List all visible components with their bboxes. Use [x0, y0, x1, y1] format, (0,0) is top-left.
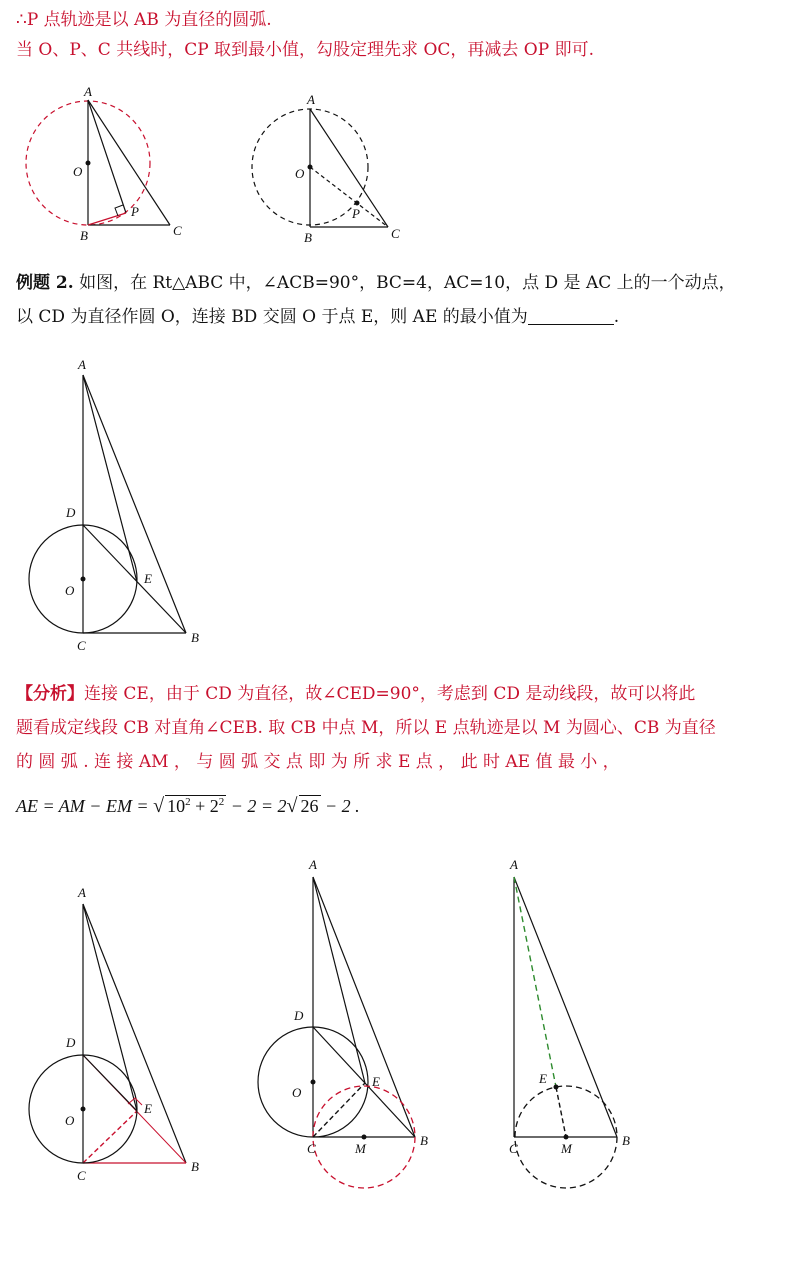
- fig4-label-b: B: [191, 1159, 199, 1174]
- fig4-label-o: O: [65, 1113, 75, 1128]
- figure-4-diagram: [0, 880, 230, 1190]
- fig2-label-a: A: [307, 92, 315, 107]
- analysis-line-1: ∴P 点轨迹是以 AB 为直径的圆弧.: [16, 10, 272, 30]
- figure-2-diagram: [230, 80, 430, 250]
- fig6-label-e: E: [539, 1071, 547, 1086]
- fig5-label-d: D: [294, 1008, 304, 1023]
- fig5-label-b: B: [420, 1133, 428, 1148]
- fig5-label-a: A: [309, 857, 317, 872]
- example2-line2-text: 以 CD 为直径作圆 O，连接 BD 交圆 O 于点 E，则 AE 的最小值为: [16, 307, 528, 327]
- analysis-line-2: 当 O、P、C 共线时，CP 取到最小值，勾股定理先求 OC，再减去 OP 即可.: [16, 40, 594, 60]
- fig4-label-c: C: [77, 1168, 86, 1183]
- analysis2-line-2: 题看成定线段 CB 对直角∠CEB. 取 CB 中点 M，所以 E 点轨迹是以 M 为圆心、CB 为直径: [16, 718, 716, 738]
- example2-line-1: [16, 271, 769, 295]
- fig1-label-a: A: [84, 84, 92, 99]
- fig6-label-a: A: [510, 857, 518, 872]
- analysis2-line-3: 的 圆 弧 . 连 接 AM ， 与 圆 弧 交 点 即 为 所 求 E 点 ， 此 时 AE 值 最 小 ，: [16, 752, 620, 772]
- analysis2-line-1: 【分析】连接 CE，由于 CD 为直径，故∠CED=90°，考虑到 CD 是动线段，故可以将此: [16, 684, 696, 704]
- fig5-label-o: O: [292, 1085, 302, 1100]
- fig1-label-o: O: [73, 164, 83, 179]
- fig1-label-c: C: [173, 223, 182, 238]
- fig4-label-e: E: [144, 1101, 152, 1116]
- fig1-label-p: P: [131, 204, 139, 219]
- fig5-label-e: E: [372, 1074, 380, 1089]
- formula-line: AE = AM − EM = √ $10^2 + 2^2 - 2 = 2√$ 26 − 2 .: [16, 795, 360, 817]
- figure-3-diagram: [0, 345, 230, 660]
- figure-6-diagram: [460, 850, 680, 1200]
- answer-blank: [528, 306, 614, 325]
- figure-1-diagram: [0, 80, 230, 250]
- fig3-label-a: A: [78, 357, 86, 372]
- fig4-label-d: D: [66, 1035, 76, 1050]
- example2-heading: 例题 2.: [16, 273, 74, 293]
- fig3-label-c: C: [77, 638, 86, 653]
- fig6-label-b: B: [622, 1133, 630, 1148]
- fig3-label-e: E: [144, 571, 152, 586]
- fig2-label-b: B: [304, 230, 312, 245]
- fig3-label-o: O: [65, 583, 75, 598]
- fig2-label-c: C: [391, 226, 400, 241]
- fig5-label-c: C: [307, 1141, 316, 1156]
- analysis2-tag: 【分析】: [16, 684, 84, 704]
- example2-line1-text: 如图，在 Rt△ABC 中，∠ACB=90°，BC=4，AC=10，点 D 是 AC 上的一个动点，: [73, 273, 736, 293]
- figure-5-diagram: [230, 850, 460, 1200]
- example2-line-2: 以 CD 为直径作圆 O，连接 BD 交圆 O 于点 E，则 AE 的最小值为 .: [16, 307, 620, 327]
- fig3-label-b: B: [191, 630, 199, 645]
- fig5-label-m: M: [355, 1141, 366, 1156]
- fig6-label-c: C: [509, 1141, 518, 1156]
- fig3-label-d: D: [66, 505, 76, 520]
- fig1-label-b: B: [80, 228, 88, 243]
- fig6-label-m: M: [561, 1141, 572, 1156]
- fig2-label-p: P: [352, 206, 360, 221]
- fig4-label-a: A: [78, 885, 86, 900]
- fig2-label-o: O: [295, 166, 305, 181]
